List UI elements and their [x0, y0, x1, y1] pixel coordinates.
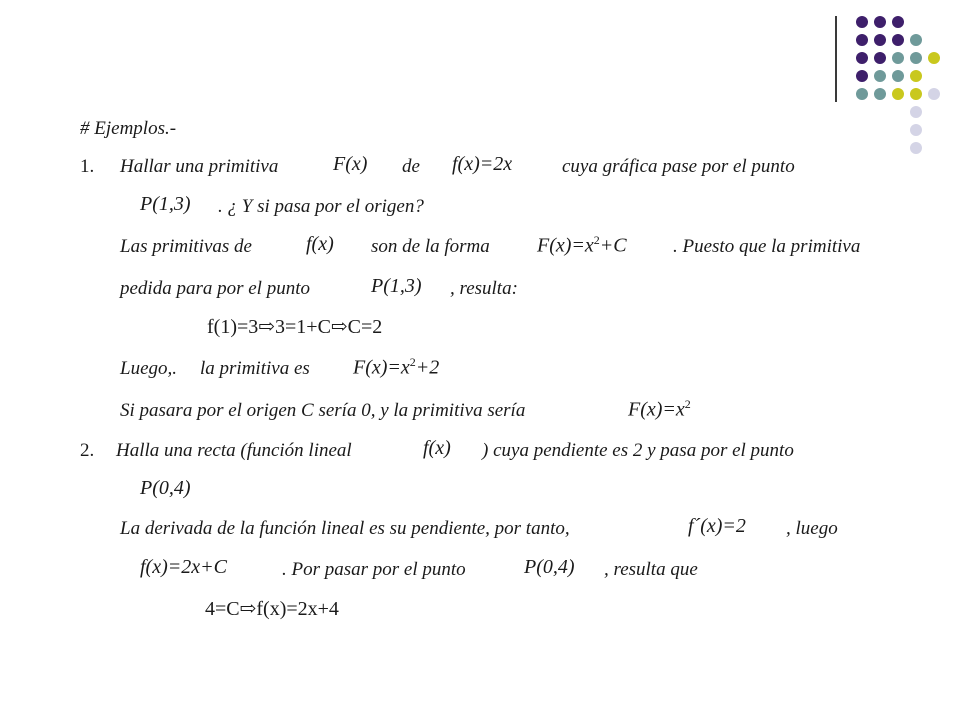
ex1-math-f: f(x)=2x — [452, 153, 513, 175]
ex2-text-1: Halla una recta (función lineal — [116, 440, 352, 461]
ex1-math-P: P(1,3) — [140, 193, 191, 215]
ex1-text-13: Si pasara por el origen C sería 0, y la primitiva sería — [120, 400, 526, 421]
ex2-math-P2: P(0,4) — [524, 556, 575, 578]
ex1-math-F: F(x) — [333, 153, 368, 175]
ex1-text-12: la primitiva es — [200, 358, 310, 379]
ex1-text-5: Las primitivas de — [120, 236, 252, 257]
divider-line — [835, 16, 837, 102]
decorative-dot-grid — [848, 10, 958, 160]
ex1-text-1: Hallar una primitiva — [120, 156, 279, 177]
ex1-text-4: . ¿ Y si pasa por el origen? — [218, 196, 424, 217]
heading: # Ejemplos.- — [80, 118, 177, 139]
ex1-math-general-primitive: $F(x)=x^2+C$ — [537, 233, 627, 257]
ex2-math-P: P(0,4) — [140, 477, 191, 499]
ex1-math-f2: f(x) — [306, 233, 334, 255]
ex1-text-9: , resulta: — [450, 278, 518, 299]
ex2-text-2: ) cuya pendiente es 2 y pasa por el punto — [482, 440, 794, 461]
ex2-math-f: f(x) — [423, 437, 451, 459]
ex2-text-4: , luego — [786, 518, 838, 539]
ex1-number: 1. — [80, 156, 95, 177]
ex2-number: 2. — [80, 440, 95, 461]
ex2-text-6: , resulta que — [604, 559, 698, 580]
ex2-math-derivative: f´(x)=2 — [688, 515, 746, 537]
ex2-math-result: 4=C⇨f(x)=2x+4 — [205, 598, 339, 620]
ex1-math-P2: P(1,3) — [371, 275, 422, 297]
ex1-text-2: de — [402, 156, 420, 177]
ex1-math-origin: $F(x)=x^2$ — [628, 397, 691, 421]
ex2-text-3: La derivada de la función lineal es su pendiente, por tanto, — [120, 518, 570, 539]
ex2-math-f-general: f(x)=2x+C — [140, 556, 227, 578]
ex1-math-solve: f(1)=3⇨3=1+C⇨C=2 — [207, 316, 383, 338]
ex1-math-result: $F(x)=x^2+2$ — [353, 355, 440, 379]
ex2-text-5: . Por pasar por el punto — [282, 559, 466, 580]
ex1-text-6: son de la forma — [371, 236, 490, 257]
ex1-text-11: Luego,. — [120, 358, 177, 379]
ex1-text-3: cuya gráfica pase por el punto — [562, 156, 795, 177]
ex1-text-7: . Puesto que la primitiva — [673, 236, 861, 257]
ex1-text-8: pedida para por el punto — [120, 278, 310, 299]
